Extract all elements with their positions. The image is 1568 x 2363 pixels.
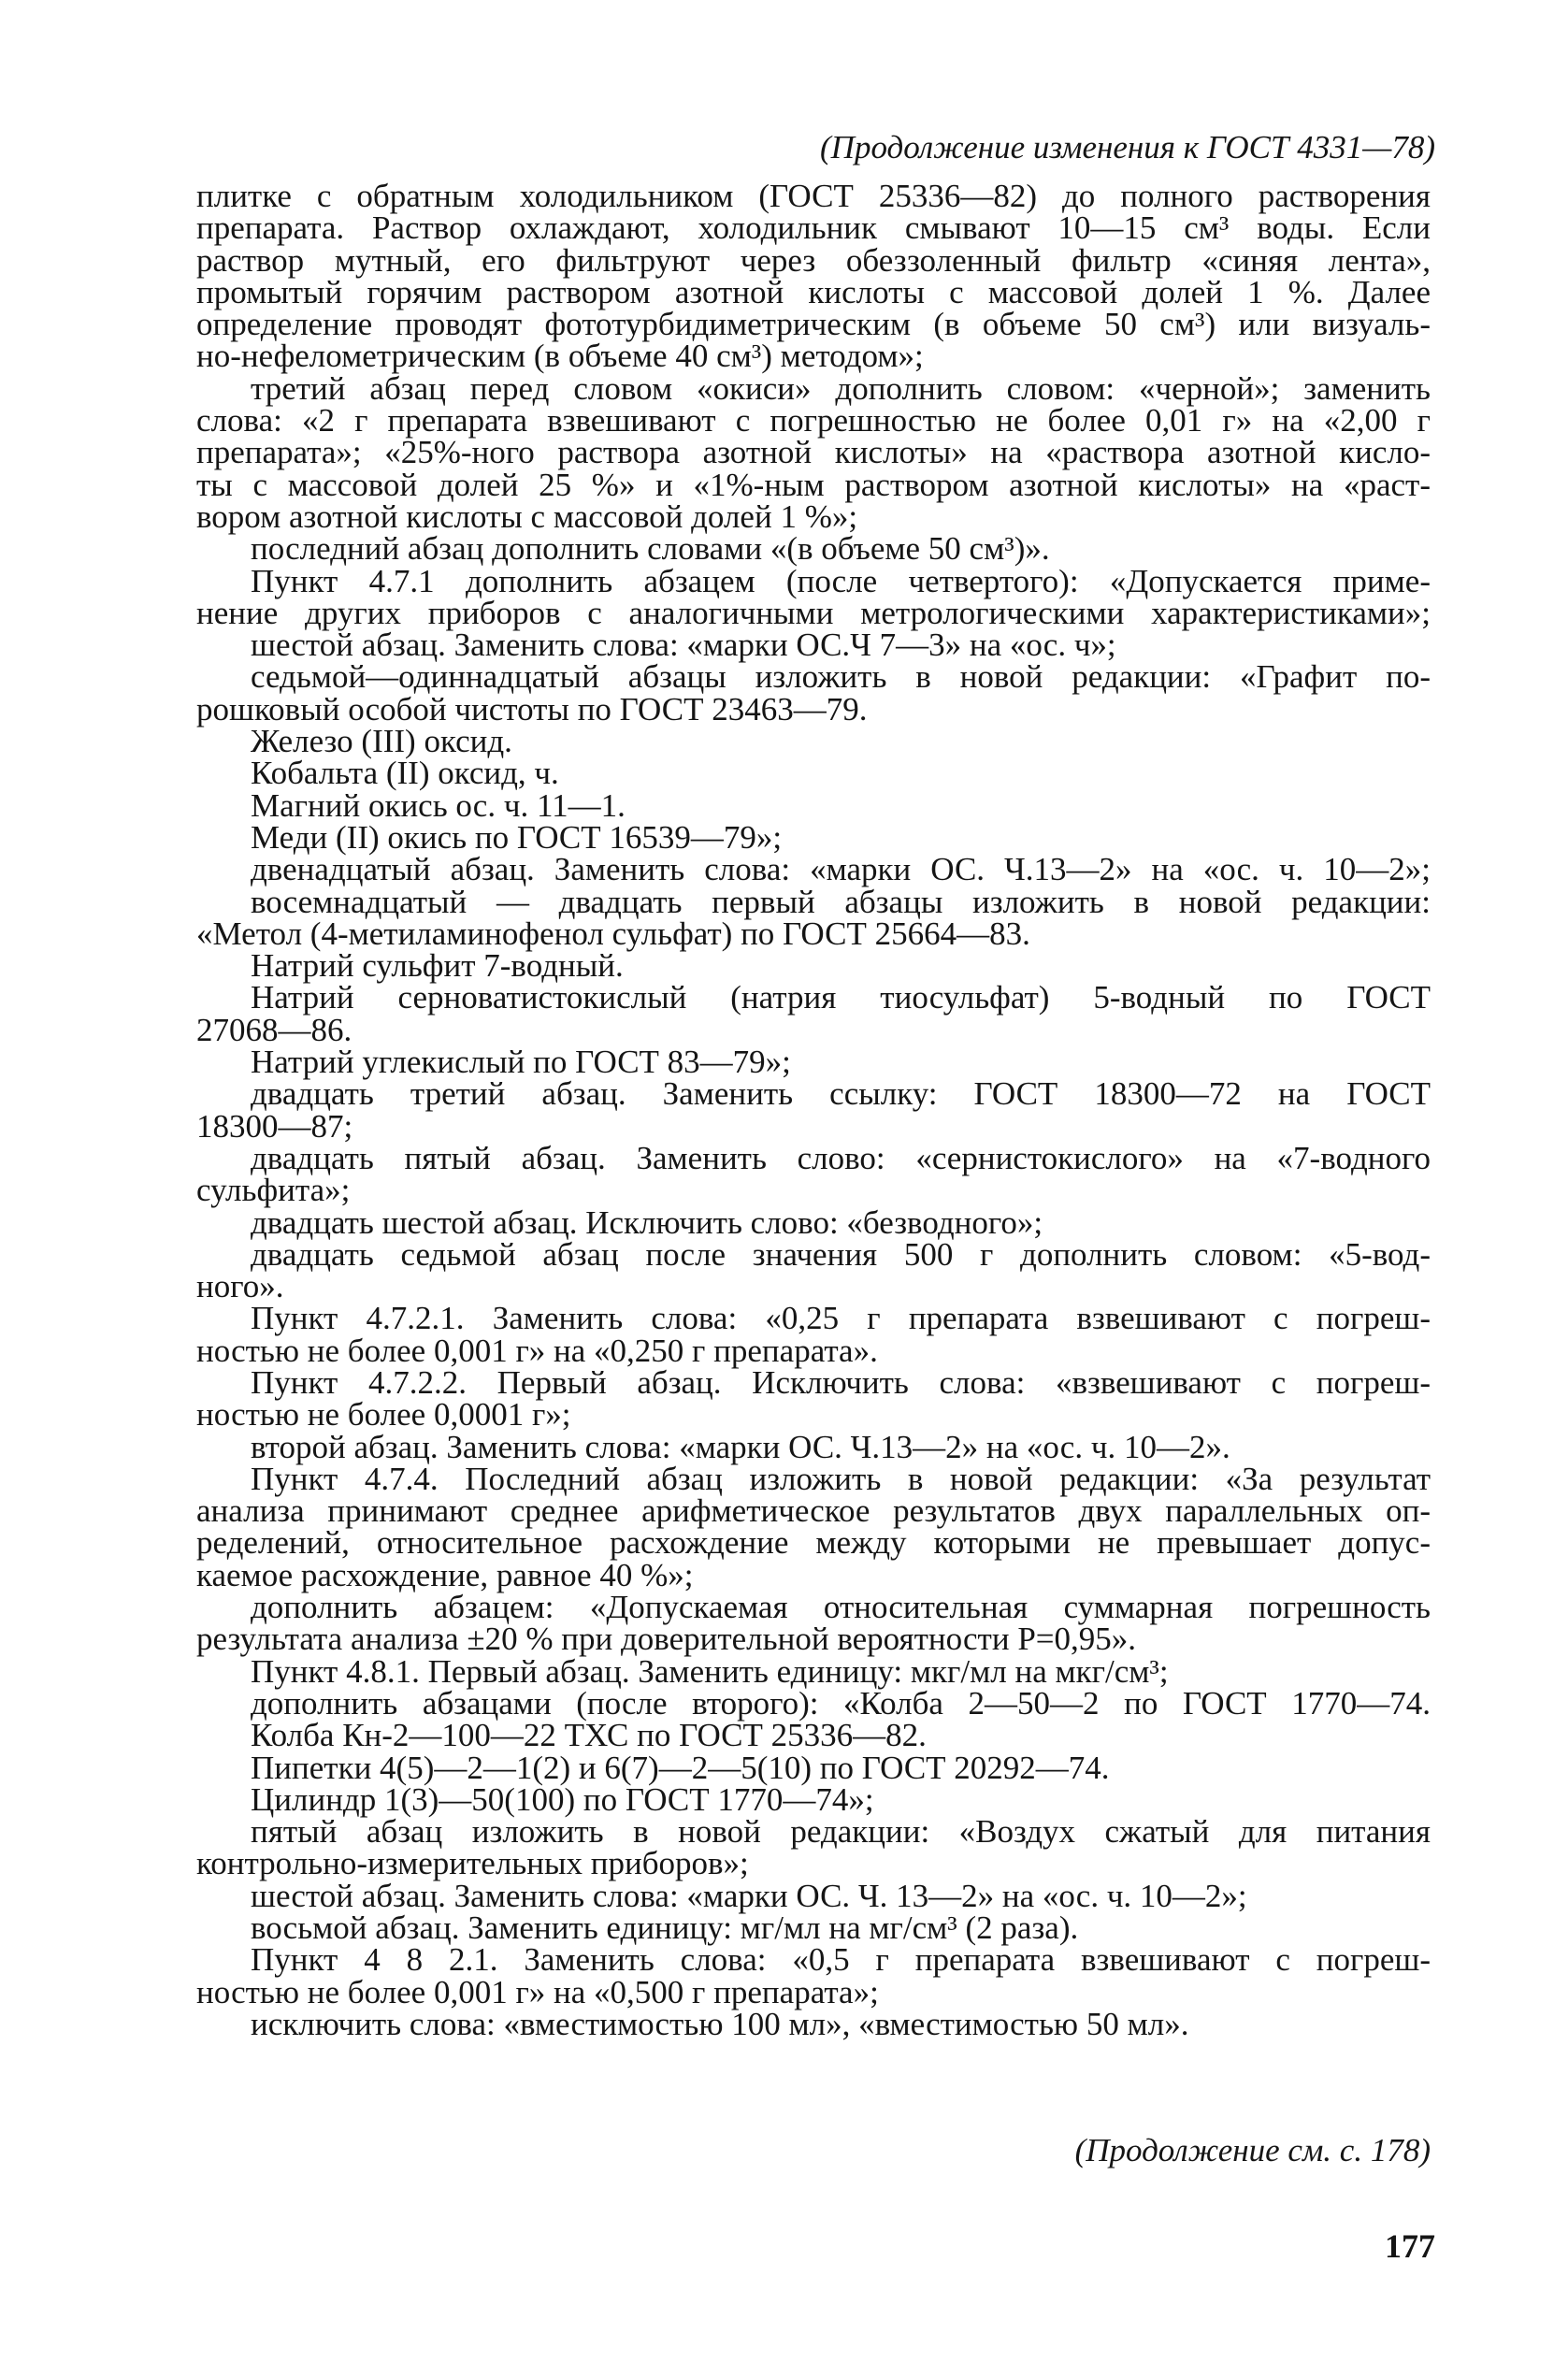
text-line: дополнить абзацем: «Допускаемая относительная суммарная погрешность (251, 1589, 1431, 1626)
text-line: каемое расхождение, равное 40 %»; (196, 1556, 694, 1593)
text-line: анализа принимают среднее арифметическое результатов двух параллельных оп- (196, 1492, 1431, 1530)
text-line: двадцать пятый абзац. Заменить слово: «сернистокислого» на «7-водного (251, 1139, 1431, 1176)
text-line: седьмой—одиннадцатый абзацы изложить в новой редакции: «Графит по- (251, 658, 1431, 696)
text-line: дополнить абзацами (после второго): «Колба 2—50—2 по ГОСТ 1770—74. (251, 1684, 1431, 1722)
text-line: рошковый особой чистоты по ГОСТ 23463—79. (196, 690, 868, 728)
text-line: Кобальта (II) оксид, ч. (251, 755, 559, 792)
text-line: слова: «2 г препарата взвешивают с погрешностью не более 0,01 г» на «2,00 г (196, 402, 1431, 439)
text-line: второй абзац. Заменить слова: «марки ОС. Ч.13—2» на «ос. ч. 10—2». (251, 1428, 1230, 1465)
text-line: восемнадцатый — двадцать первый абзацы изложить в новой редакции: (251, 883, 1431, 920)
text-line: Цилиндр 1(3)—50(100) по ГОСТ 1770—74»; (251, 1780, 874, 1818)
text-line: ределений, относительное расхождение между которыми не превышает допус- (196, 1524, 1431, 1562)
text-line: контрольно-измерительных приборов»; (196, 1845, 749, 1882)
text-line: двенадцатый абзац. Заменить слова: «марки ОС. Ч.13—2» на «ос. ч. 10—2»; (251, 851, 1431, 888)
text-line: но-нефелометрическим (в объеме 40 см³) методом»; (196, 338, 924, 375)
text-line: Колба Кн-2—100—22 ТХС по ГОСТ 25336—82. (251, 1717, 927, 1754)
text-line: Натрий серноватистокислый (натрия тиосульфат) 5-водный по ГОСТ (251, 979, 1431, 1016)
text-line: сульфита»; (196, 1172, 351, 1209)
text-line: шестой абзац. Заменить слова: «марки ОС.Ч 7—3» на «ос. ч»; (251, 627, 1116, 664)
page-number: 177 (1385, 2227, 1435, 2265)
text-line: вором азотной кислоты с массовой долей 1 %»; (196, 497, 858, 535)
text-line: третий абзац перед словом «окиси» дополнить словом: «черной»; заменить (251, 369, 1431, 407)
body-text (196, 180, 1431, 2040)
text-line: плитке с обратным холодильником (ГОСТ 25336—82) до полного растворения (196, 178, 1431, 214)
text-line: ностью не более 0,0001 г»; (196, 1396, 571, 1434)
running-header: (Продолжение изменения к ГОСТ 4331—78) (820, 129, 1435, 166)
text-line: Пункт 4.7.1 дополнить абзацем (после четвертого): «Допускается приме- (251, 562, 1431, 599)
text-line: нение других приборов с аналогичными метрологическими характеристиками»; (196, 594, 1431, 631)
text-line: ностью не более 0,001 г» на «0,500 г препарата»; (196, 1973, 879, 2010)
text-line: Пипетки 4(5)—2—1(2) и 6(7)—2—5(10) по ГОСТ 20292—74. (251, 1749, 1110, 1786)
text-line: ностью не более 0,001 г» на «0,250 г препарата». (196, 1332, 878, 1369)
text-line: Пункт 4.8.1. Первый абзац. Заменить единицу: мкг/мл на мкг/см³; (251, 1652, 1169, 1690)
text-line: 18300—87; (196, 1107, 353, 1145)
text-line: промытый горячим раствором азотной кислоты с массовой долей 1 %. Далее (196, 273, 1431, 310)
text-line: пятый абзац изложить в новой редакции: «Воздух сжатый для питания (251, 1813, 1431, 1851)
text-line: Натрий сульфит 7-водный. (251, 947, 624, 985)
text-line: ты с массовой долей 25 %» и «1%-ным раствором азотной кислоты» на «раст- (196, 466, 1431, 503)
text-line: Железо (III) оксид. (251, 723, 512, 760)
text-line: Пункт 4.7.2.1. Заменить слова: «0,25 г препарата взвешивают с погреш- (251, 1300, 1431, 1337)
text-line: восьмой абзац. Заменить единицу: мг/мл на мг/см³ (2 раза). (251, 1909, 1079, 1947)
text-line: двадцать седьмой абзац после значения 500 г дополнить словом: «5-вод- (251, 1235, 1431, 1273)
text-line: «Метол (4-метиламинофенол сульфат) по ГОСТ 25664—83. (196, 915, 1030, 952)
text-line: Пункт 4.7.4. Последний абзац изложить в новой редакции: «За результат (251, 1460, 1431, 1497)
text-line: препарата. Раствор охлаждают, холодильник смывают 10—15 см³ воды. Если (196, 209, 1431, 247)
text-line: последний абзац дополнить словами «(в объеме 50 см³)». (251, 530, 1050, 568)
text-line: Пункт 4.7.2.2. Первый абзац. Исключить слова: «взвешивают с погреш- (251, 1363, 1431, 1401)
text-line: раствор мутный, его фильтруют через обеззоленный фильтр «синяя лента», (196, 241, 1431, 279)
continuation-note: (Продолжение см. с. 178) (1074, 2132, 1431, 2168)
text-line: 27068—86. (196, 1011, 352, 1048)
text-line: Пункт 4 8 2.1. Заменить слова: «0,5 г препарата взвешивают с погреш- (251, 1941, 1431, 1979)
text-line: исключить слова: «вместимостью 100 мл», «вместимостью 50 мл». (251, 2005, 1189, 2042)
text-line: шестой абзац. Заменить слова: «марки ОС. Ч. 13—2» на «ос. ч. 10—2»; (251, 1877, 1247, 1914)
text-line: препарата»; «25%-ного раствора азотной кислоты» на «раствора азотной кисло- (196, 434, 1431, 471)
text-line: двадцать третий абзац. Заменить ссылку: ГОСТ 18300—72 на ГОСТ (251, 1075, 1431, 1113)
text-line: Натрий углекислый по ГОСТ 83—79»; (251, 1044, 791, 1081)
text-line: определение проводят фототурбидиметрическим (в объеме 50 см³) или визуаль- (196, 306, 1431, 343)
text-line: Меди (II) окись по ГОСТ 16539—79»; (251, 818, 783, 856)
text-line: результата анализа ±20 % при доверительной вероятности P=0,95». (196, 1621, 1137, 1658)
text-line: ного». (196, 1268, 284, 1305)
text-line: двадцать шестой абзац. Исключить слово: «безводного»; (251, 1203, 1043, 1241)
text-line: Магний окись ос. ч. 11—1. (251, 786, 626, 824)
